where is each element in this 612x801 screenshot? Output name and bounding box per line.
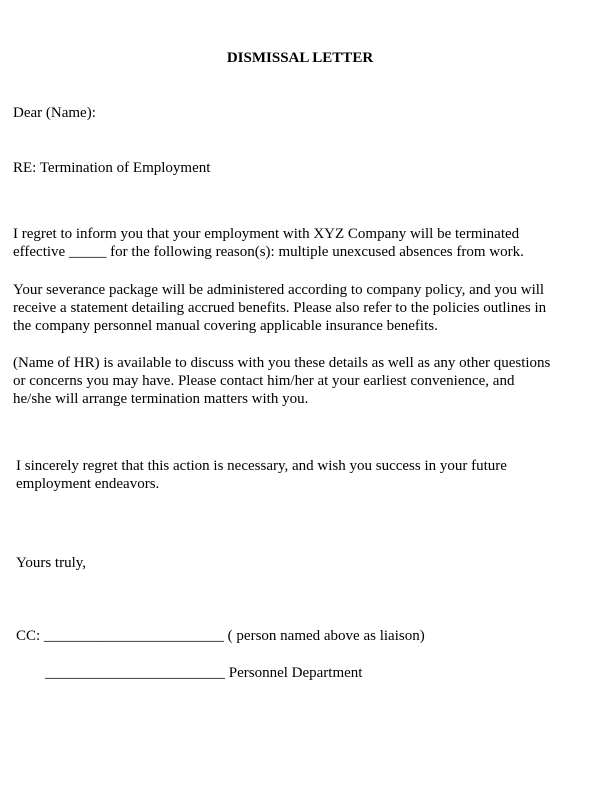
- paragraph-line: effective _____ for the following reason(s): multiple unexcused absences from work.: [13, 244, 524, 260]
- paragraph-regret: [16, 457, 507, 493]
- paragraph-line: I regret to inform you that your employment with XYZ Company will be terminated: [13, 226, 520, 242]
- paragraph-severance: [13, 281, 546, 335]
- paragraph-line: receive a statement detailing accrued benefits. Please also refer to the policies outlines in: [13, 300, 547, 316]
- paragraph-line: employment endeavors.: [16, 476, 160, 492]
- letter-title: DISMISSAL LETTER: [226, 50, 374, 66]
- paragraph-line: the company personnel manual covering applicable insurance benefits.: [13, 318, 438, 334]
- paragraph-line: Your severance package will be administered according to company policy, and you will: [13, 282, 545, 298]
- paragraph-line: I sincerely regret that this action is necessary, and wish you success in your future: [16, 458, 507, 474]
- personnel-department-line: ________________________ Personnel Department: [45, 665, 363, 681]
- paragraph-line: he/she will arrange termination matters with you.: [13, 391, 309, 407]
- paragraph-termination-notice: [13, 225, 524, 261]
- paragraph-line: (Name of HR) is available to discuss with you these details as well as any other questions: [13, 355, 551, 371]
- cc-line: CC: ________________________ ( person named above as liaison): [16, 628, 425, 644]
- paragraph-hr-contact: [13, 354, 550, 408]
- paragraph-line: or concerns you may have. Please contact him/her at your earliest convenience, and: [13, 373, 515, 389]
- subject-line: RE: Termination of Employment: [13, 160, 211, 176]
- salutation: Dear (Name):: [13, 105, 96, 121]
- closing: Yours truly,: [16, 555, 87, 571]
